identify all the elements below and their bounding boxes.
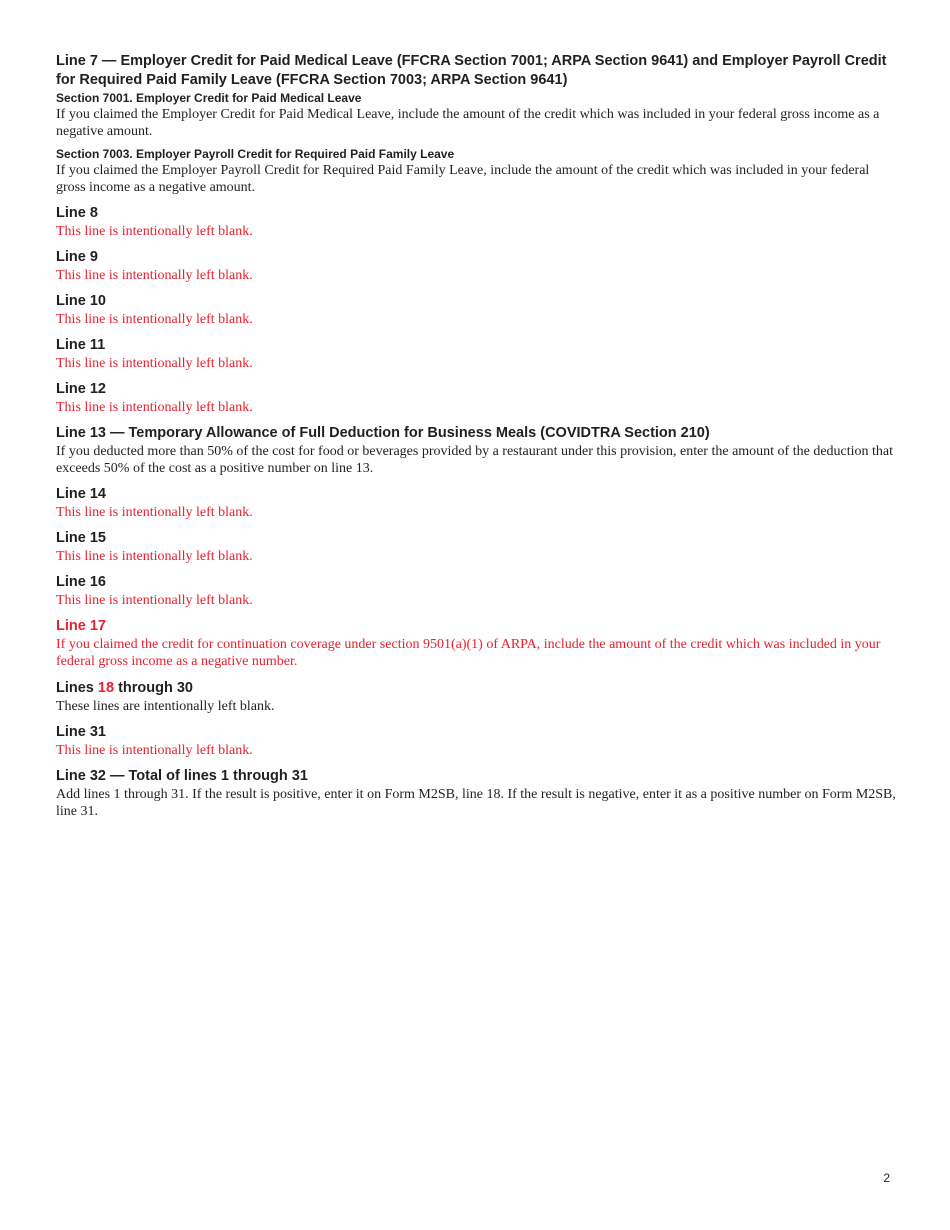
lines-18-30-prefix: Lines (56, 680, 98, 696)
line-10-text: This line is intentionally left blank. (56, 312, 253, 327)
line-16-text: This line is intentionally left blank. (56, 593, 253, 608)
line-15-text: This line is intentionally left blank. (56, 549, 253, 564)
section-7001-text: If you claimed the Employer Credit for Paid Medical Leave, include the amount of the credit which was included in your federal gross income as a negative amount. (56, 107, 880, 139)
lines-18-30-suffix: through 30 (114, 680, 193, 696)
section-7001-heading: Section 7001. Employer Credit for Paid Medical Leave (56, 91, 362, 105)
line-32-heading: Line 32 — Total of lines 1 through 31 (56, 768, 308, 784)
line-14-text: This line is intentionally left blank. (56, 505, 253, 520)
lines-18-30-section (56, 679, 896, 715)
line-17-heading: Line 17 (56, 618, 106, 634)
line-31-text: This line is intentionally left blank. (56, 743, 253, 758)
line-8-heading: Line 8 (56, 205, 98, 221)
line-31-section (56, 723, 896, 759)
line-14-section (56, 485, 896, 521)
line-15-section (56, 529, 896, 565)
line-13-section (56, 424, 896, 477)
page-number: 2 (883, 1171, 890, 1185)
line-7-heading: Line 7 — Employer Credit for Paid Medical Leave (FFCRA Section 7001; ARPA Section 9641) and Employer Payroll Credit for Required Paid Family Leave (FFCRA Section 7003; ARPA Section 9641) (56, 53, 887, 88)
line-12-section (56, 380, 896, 416)
section-7003-text: If you claimed the Employer Payroll Credit for Required Paid Family Leave, include the amount of the credit which was included in your federal gross income as a negative amount. (56, 163, 870, 195)
lines-18-30-heading (56, 679, 896, 698)
line-7-section (56, 52, 896, 196)
instructions-page (56, 52, 896, 828)
line-8-text: This line is intentionally left blank. (56, 224, 253, 239)
line-16-heading: Line 16 (56, 574, 106, 590)
line-10-section (56, 292, 896, 328)
line-9-section (56, 248, 896, 284)
line-32-text: Add lines 1 through 31. If the result is positive, enter it on Form M2SB, line 18. If the result is negative, enter it as a positive number on Form M2SB, line 31. (56, 787, 896, 819)
line-14-heading: Line 14 (56, 486, 106, 502)
section-7003-heading: Section 7003. Employer Payroll Credit for Required Paid Family Leave (56, 147, 455, 161)
line-17-section (56, 617, 896, 670)
line-11-section (56, 336, 896, 372)
line-13-text: If you deducted more than 50% of the cost for food or beverages provided by a restaurant under this provision, enter the amount of the deduction that exceeds 50% of the cost as a positive number on line 13. (56, 444, 894, 476)
line-13-heading: Line 13 — Temporary Allowance of Full Deduction for Business Meals (COVIDTRA Section 210) (56, 425, 710, 441)
line-12-heading: Line 12 (56, 381, 106, 397)
line-12-text: This line is intentionally left blank. (56, 400, 253, 415)
lines-18-30-text: These lines are intentionally left blank. (56, 699, 275, 714)
line-11-heading: Line 11 (56, 337, 106, 353)
line-31-heading: Line 31 (56, 724, 106, 740)
line-9-text: This line is intentionally left blank. (56, 268, 253, 283)
line-15-heading: Line 15 (56, 530, 106, 546)
line-16-section (56, 573, 896, 609)
line-11-text: This line is intentionally left blank. (56, 356, 253, 371)
line-9-heading: Line 9 (56, 249, 98, 265)
lines-18-30-number: 18 (97, 680, 115, 696)
line-17-text: If you claimed the credit for continuation coverage under section 9501(a)(1) of ARPA, include the amount of the credit which was included in your federal gross income as a negative number. (56, 637, 881, 669)
line-10-heading: Line 10 (56, 293, 106, 309)
line-8-section (56, 204, 896, 240)
line-32-section (56, 767, 896, 820)
